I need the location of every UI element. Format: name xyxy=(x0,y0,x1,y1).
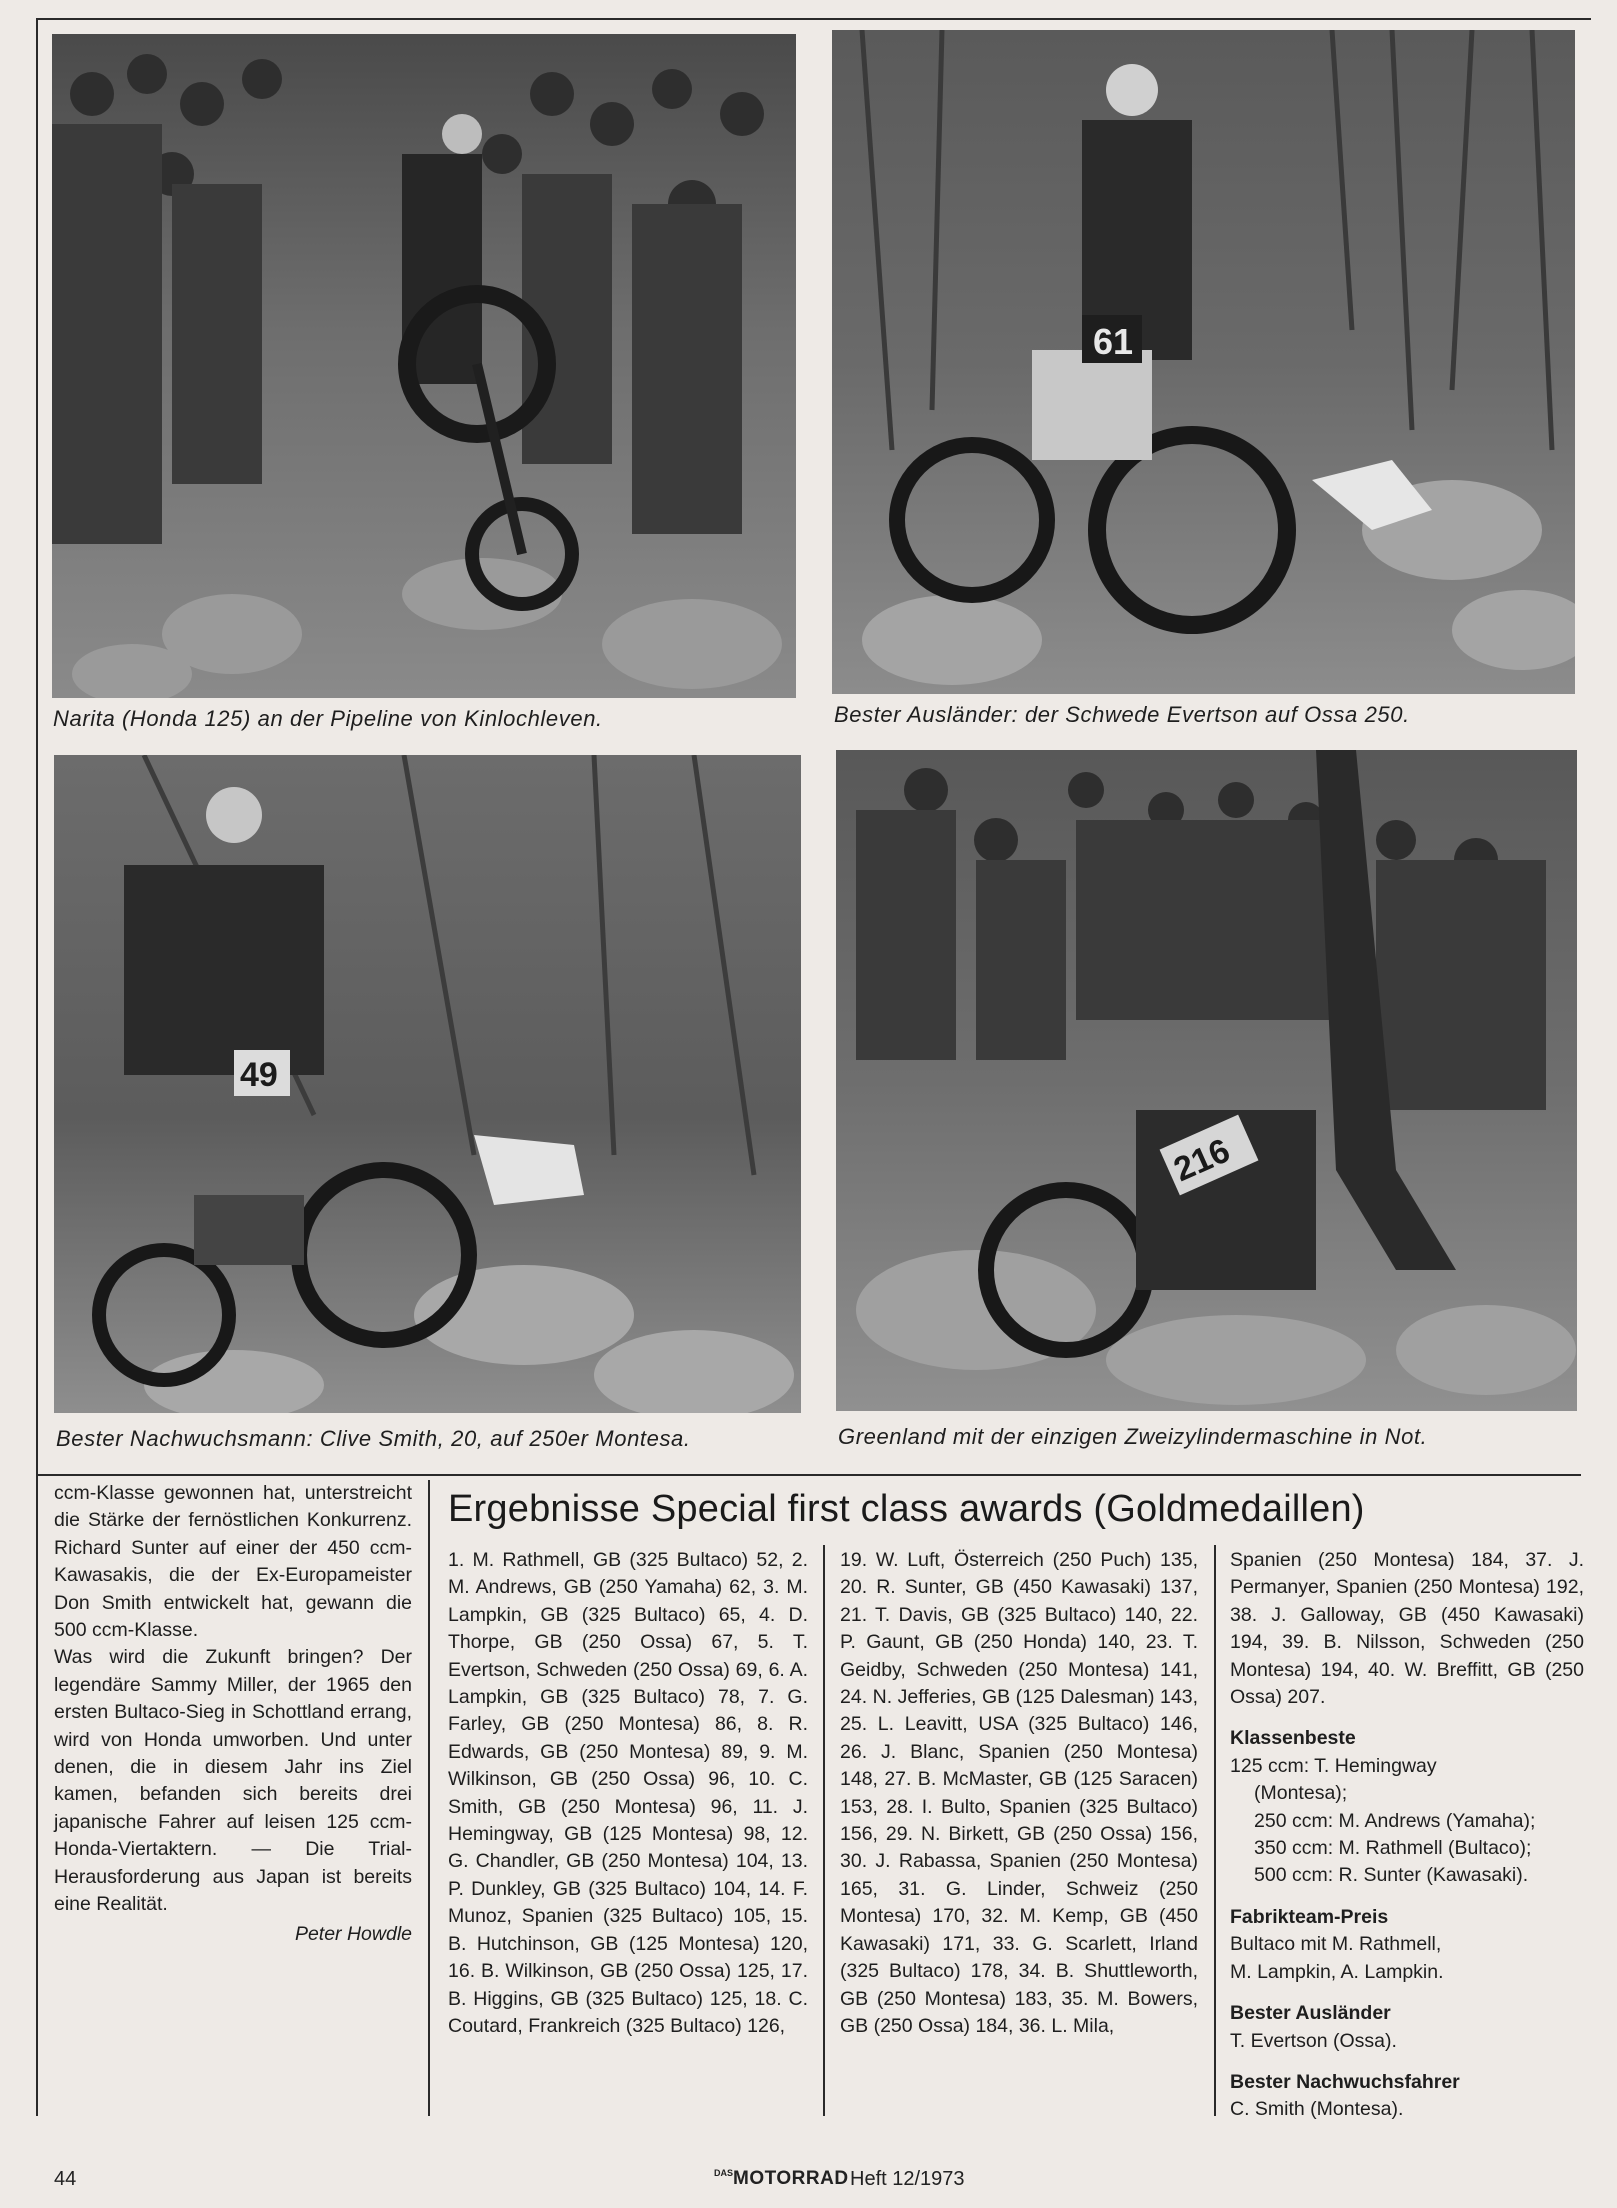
results-column-3 xyxy=(1230,1547,1584,2124)
results-column-1 xyxy=(448,1547,808,2040)
article-paragraph: Was wird die Zukunft bringen? Der legendäre Sammy Miller, der 1965 den ersten Bultaco-Sieg in Schottland errang, wird von Honda umworben. Und unter denen, die in diesem Jahr ins Ziel kamen, befanden sich bereits drei japanische Fahrer auf leisen 125 ccm-Honda-Viertaktern. — Die Trial-Herausforderung aus Japan ist bereits eine Realität. xyxy=(54,1646,412,1916)
auslaender-line: T. Evertson (Ossa). xyxy=(1230,2029,1397,2052)
auslaender-heading: Bester Ausländer xyxy=(1230,2002,1391,2025)
nachwuchs-line: C. Smith (Montesa). xyxy=(1230,2098,1404,2121)
column-divider-2 xyxy=(823,1545,825,2116)
klassenbeste-line: 250 ccm: M. Andrews (Yamaha); xyxy=(1254,1809,1536,1832)
magazine-logo-text: MOTORRAD xyxy=(733,2168,849,2189)
page-number: 44 xyxy=(54,2168,77,2190)
klassenbeste-line: 350 ccm: M. Rathmell (Bultaco); xyxy=(1254,1837,1532,1860)
caption-photo-1: Narita (Honda 125) an der Pipeline von Kinlochleven. xyxy=(53,706,603,731)
article-author: Peter Howdle xyxy=(294,1922,412,1945)
results-list-part-1: 1. M. Rathmell, GB (325 Bultaco) 52, 2. M. Andrews, GB (250 Yamaha) 62, 3. M. Lampkin, GB (325 Bultaco) 65, 4. D. Thorpe, GB (250 Ossa) 67, 5. T. Evertson, Schweden (250 Ossa) 69, 6. A. Lampkin, GB (325 Bultaco) 78, 7. G. Farley, GB (250 Montesa) 86, 8. R. Edwards, GB (250 Montesa) 89, 9. M. Wilkinson, GB (250 Ossa) 96, 10. C. Smith, GB (250 Montesa) 96, 11. J. Hemingway, GB (125 Montesa) 98, 12. G. Chandler, GB (250 Montesa) 104, 13. P. Dunkley, GB (325 Bultaco) 104, 14. F. Munoz, Spanien (325 Bultaco) 105, 15. B. Hutchinson, GB (125 Montesa) 120, 16. B. Wilkinson, GB (250 Ossa) 125, 17. B. Higgins, GB (325 Bultaco) 125, 18. C. Coutard, Frankreich (325 Bultaco) 126, xyxy=(448,1549,808,2037)
section-rule xyxy=(36,1474,1581,1476)
page-frame-left xyxy=(36,18,38,2116)
rider-number-61: 61 xyxy=(1093,321,1134,362)
photo-greenland-zweizylinder xyxy=(836,750,1577,1411)
klassenbeste-line: 125 ccm: T. Hemingway xyxy=(1230,1754,1437,1777)
klassenbeste-line: 500 ccm: R. Sunter (Kawasaki). xyxy=(1254,1864,1529,1887)
nachwuchs-heading: Bester Nachwuchsfahrer xyxy=(1230,2070,1460,2093)
article-column xyxy=(54,1480,412,1948)
photo-evertson-ossa xyxy=(832,30,1575,694)
rider-number-216: 216 xyxy=(1168,1131,1236,1190)
fabrikteam-line: Bultaco mit M. Rathmell, xyxy=(1230,1933,1442,1956)
column-divider-3 xyxy=(1214,1545,1216,2116)
results-title: Ergebnisse Special first class awards (Goldmedaillen) xyxy=(448,1488,1365,1530)
rider-number-49: 49 xyxy=(240,1056,278,1094)
article-paragraph: ccm-Klasse gewonnen hat, unterstreicht die Stärke der fernöstlichen Konkurrenz. Richard Sunter auf einer der 450 ccm-Kawasakis, die der Ex-Europameister Don Smith entwickelt hat, gewann die 500 ccm-Klasse. xyxy=(54,1482,412,1642)
page-frame-top xyxy=(36,18,1591,20)
column-divider-1 xyxy=(428,1480,430,2116)
fabrikteam-heading: Fabrikteam-Preis xyxy=(1230,1905,1389,1928)
magazine-logo-small: DAS xyxy=(714,2168,734,2178)
caption-photo-2: Bester Ausländer: der Schwede Evertson auf Ossa 250. xyxy=(834,702,1410,727)
photo-narita-honda xyxy=(52,34,796,698)
issue-label: Heft 12/1973 xyxy=(850,2168,965,2190)
results-list-part-2: 19. W. Luft, Österreich (250 Puch) 135, 20. R. Sunter, GB (450 Kawasaki) 137, 21. T. Davis, GB (325 Bultaco) 140, 22. P. Gaunt, GB (250 Honda) 140, 23. T. Geidby, Schweden (250 Montesa) 141, 24. N. Jefferies, GB (125 Dalesman) 143, 25. L. Leavitt, USA (325 Bultaco) 146, 26. J. Blanc, Spanien (250 Montesa) 148, 27. B. McMaster, GB (125 Saracen) 153, 28. I. Bulto, Spanien (325 Bultaco) 156, 29. N. Birkett, GB (250 Ossa) 156, 30. J. Rabassa, Spanien (250 Montesa) 165, 31. G. Linder, Schweiz (250 Montesa) 170, 32. M. Kemp, GB (450 Kawasaki) 171, 33. G. Scarlett, Irland (325 Bultaco) 178, 34. B. Shuttleworth, GB (250 Montesa) 183, 35. M. Bowers, GB (250 Ossa) 184, 36. L. Mila, xyxy=(840,1549,1198,2037)
magazine-logo xyxy=(714,2168,849,2190)
fabrikteam-line: M. Lampkin, A. Lampkin. xyxy=(1230,1960,1444,1983)
klassenbeste-heading: Klassenbeste xyxy=(1230,1727,1356,1750)
photo-clive-smith-montesa xyxy=(54,755,801,1413)
results-column-2 xyxy=(840,1547,1198,2040)
caption-photo-4: Greenland mit der einzigen Zweizylindermaschine in Not. xyxy=(838,1424,1428,1449)
caption-photo-3: Bester Nachwuchsmann: Clive Smith, 20, auf 250er Montesa. xyxy=(56,1426,691,1451)
results-list-part-3: Spanien (250 Montesa) 184, 37. J. Permanyer, Spanien (250 Montesa) 192, 38. J. Galloway, GB (450 Kawasaki) 194, 39. B. Nilsson, Schweden (250 Montesa) 194, 40. W. Breffitt, GB (250 Ossa) 207. xyxy=(1230,1549,1584,1709)
klassenbeste-line: (Montesa); xyxy=(1254,1782,1348,1805)
